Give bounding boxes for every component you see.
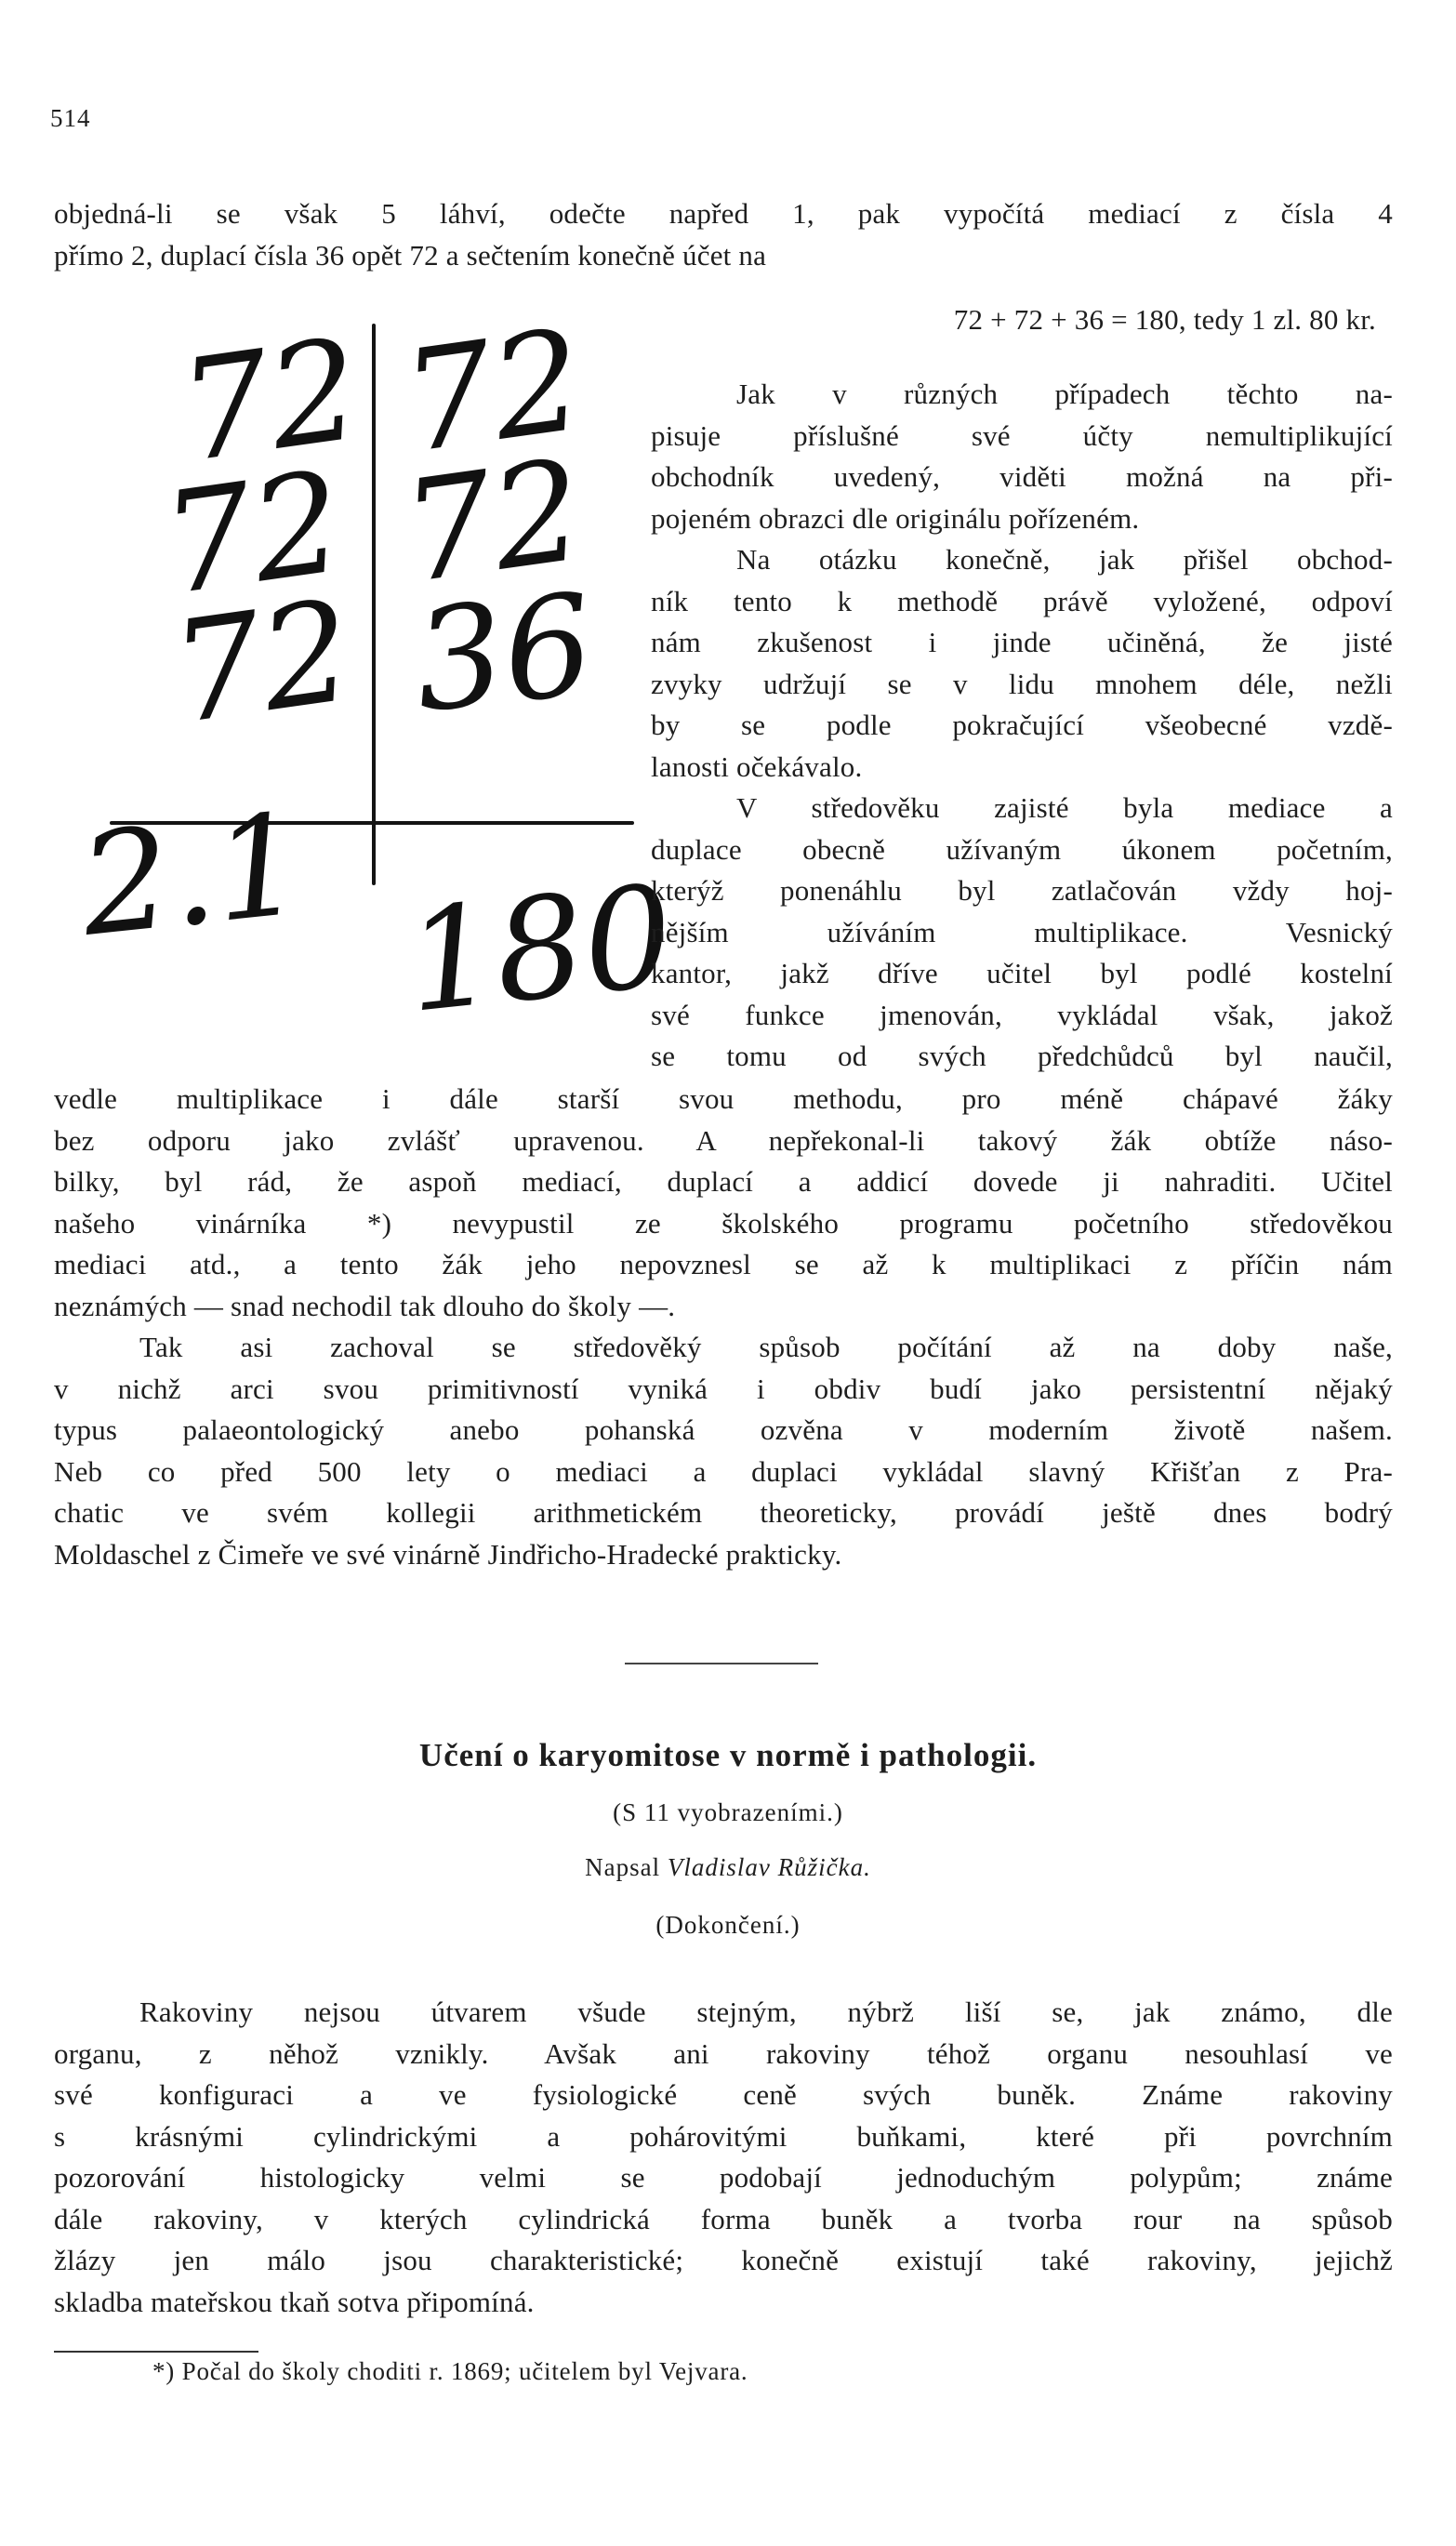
text-line: typus palaeontologický anebo pohanská ozvěna v moderním životě našem. (54, 1413, 1393, 1446)
text-line: Rakoviny nejsou útvarem všude stejným, nýbrž liší se, jak známo, dle (139, 1996, 1393, 2028)
text-line: by se podle pokračující všeobecné vzdě- (651, 709, 1393, 741)
text-line: lanosti očekávalo. (651, 749, 863, 783)
tally-total-kr: 180 (399, 855, 682, 1044)
author-name: Vladislav Růžička. (667, 1853, 871, 1881)
text-line: žlázy jen málo jsou charakteristické; konečně existují také rakoviny, jejichž (54, 2244, 1393, 2276)
text-line: přímo 2, duplací čísla 36 opět 72 a sečtením konečně účet na (54, 238, 767, 272)
text-line: duplace obecně užívaným úkonem početním, (651, 832, 1393, 866)
text-line: obchodník uvedený, viděti možná na při- (651, 460, 1393, 493)
text-line: bilky, byl rád, že aspoň mediací, duplací a addicí dovede ji nahraditi. Učitel (54, 1165, 1393, 1198)
section-divider (625, 1663, 818, 1664)
tally-left-2: 72 (153, 441, 352, 627)
sum-line (669, 299, 1376, 341)
text-line: pojeném obrazci dle originálu pořízeném. (651, 501, 1140, 535)
text-line: chatic ve svém kollegii arithmetickém theoreticky, provádí ještě dnes bodrý (54, 1496, 1393, 1529)
text-line: Tak asi zachoval se středověký spůsob počítání až na doby naše, (139, 1331, 1393, 1363)
text-line: ník tento k methodě právě vyložené, odpoví (651, 584, 1393, 617)
author-prefix: Napsal (585, 1853, 661, 1881)
tally-mid-3: 36 (406, 564, 601, 744)
text-line: kterýž ponenáhlu byl zatlačován vždy hoj- (651, 874, 1393, 907)
text-line: objedná-li se však 5 láhví, odečte napřed 1, pak vypočítá mediací z čísla 4 (54, 197, 1393, 230)
text-line: pisuje příslušné své účty nemultiplikující (651, 418, 1393, 452)
text-line: vedle multiplikace i dále starší svou methodu, pro méně chápavé žáky (54, 1082, 1393, 1115)
text-line: dále rakoviny, v kterých cylindrická forma buněk a tvorba rour na spůsob (54, 2202, 1393, 2235)
text-line: Moldaschel z Čimeře ve své vinárně Jindřicho-Hradecké prakticky. (54, 1537, 842, 1571)
text-line: mediaci atd., a tento žák jeho nepovznesl se až k multiplikaci z příčin nám (54, 1248, 1393, 1280)
text-line: s krásnými cylindrickými a pohárovitými buňkami, které při povrchním (54, 2119, 1393, 2153)
text-line: bez odporu jako zvlášť upravenou. A nepřekonal-li takový žák obtíže náso- (54, 1123, 1393, 1157)
text-line: pozorování histologicky velmi se podobají jednoduchým polypům; známe (54, 2161, 1393, 2194)
page-number: 514 (50, 104, 91, 132)
text-line: skladba mateřskou tkaň sotva připomíná. (54, 2285, 535, 2318)
paragraph-wrapped (651, 374, 1393, 1078)
paragraph-article (54, 1992, 1393, 2323)
text-line: 72 + 72 + 36 = 180, tedy 1 zl. 80 kr. (953, 303, 1376, 336)
text-line: zvyky udržují se v lidu mnohem déle, nežli (651, 667, 1393, 700)
tally-left-3: 72 (163, 570, 362, 756)
text-line: Na otázku konečně, jak přišel obchod- (736, 543, 1393, 576)
text-line: nám zkušenost i jinde učiněná, že jisté (651, 626, 1393, 658)
text-line: Neb co před 500 lety o mediaci a duplaci vykládal slavný Křišťan z Pra- (54, 1454, 1393, 1488)
text-line: neznámých — snad nechodil tak dlouho do školy —. (54, 1289, 676, 1322)
text-line: své konfiguraci a ve fysiologické ceně svých buněk. Známe rakoviny (54, 2078, 1393, 2111)
paragraph-continuation (54, 1079, 1393, 1575)
footnote: *) Počal do školy choditi r. 1869; učitelem byl Vejvara. (152, 2357, 748, 2385)
text-line: našeho vinárníka *) nevypustil ze školského programu početního středověkou (54, 1206, 1393, 1240)
article-continuation-note: (Dokončení.) (655, 1911, 801, 1939)
text-line: kantor, jakž dříve učitel byl podlé kostelní (651, 957, 1393, 989)
text-line: nějším užíváním multiplikace. Vesnický (651, 915, 1393, 948)
footnote-rule (54, 2351, 258, 2353)
handwritten-tally-figure (56, 299, 682, 1060)
article-title: Učení o karyomitose v normě i pathologii. (418, 1737, 1038, 1773)
text-line: své funkce jmenován, vykládal však, jakož (651, 998, 1393, 1031)
article-subtitle: (S 11 vyobrazeními.) (613, 1798, 843, 1826)
paragraph-intro (54, 193, 1393, 276)
text-line: v nichž arci svou primitivností vyniká i obdiv budí jako persistentní nějaký (54, 1372, 1393, 1405)
article-author (0, 1853, 1456, 1882)
text-line: V středověku zajisté byla mediace a (736, 791, 1393, 824)
tally-mid-2: 72 (393, 430, 593, 616)
text-line: Jak v různých případech těchto na- (736, 378, 1393, 410)
text-line: se tomu od svých předchůdců byl naučil, (651, 1040, 1393, 1072)
tally-mid-1: 72 (393, 299, 593, 485)
tally-total-zl: 2.1 (73, 783, 311, 968)
text-line: organu, z něhož vznikly. Avšak ani rakoviny téhož organu nesouhlasí ve (54, 2036, 1393, 2070)
tally-left-1: 72 (170, 309, 370, 495)
